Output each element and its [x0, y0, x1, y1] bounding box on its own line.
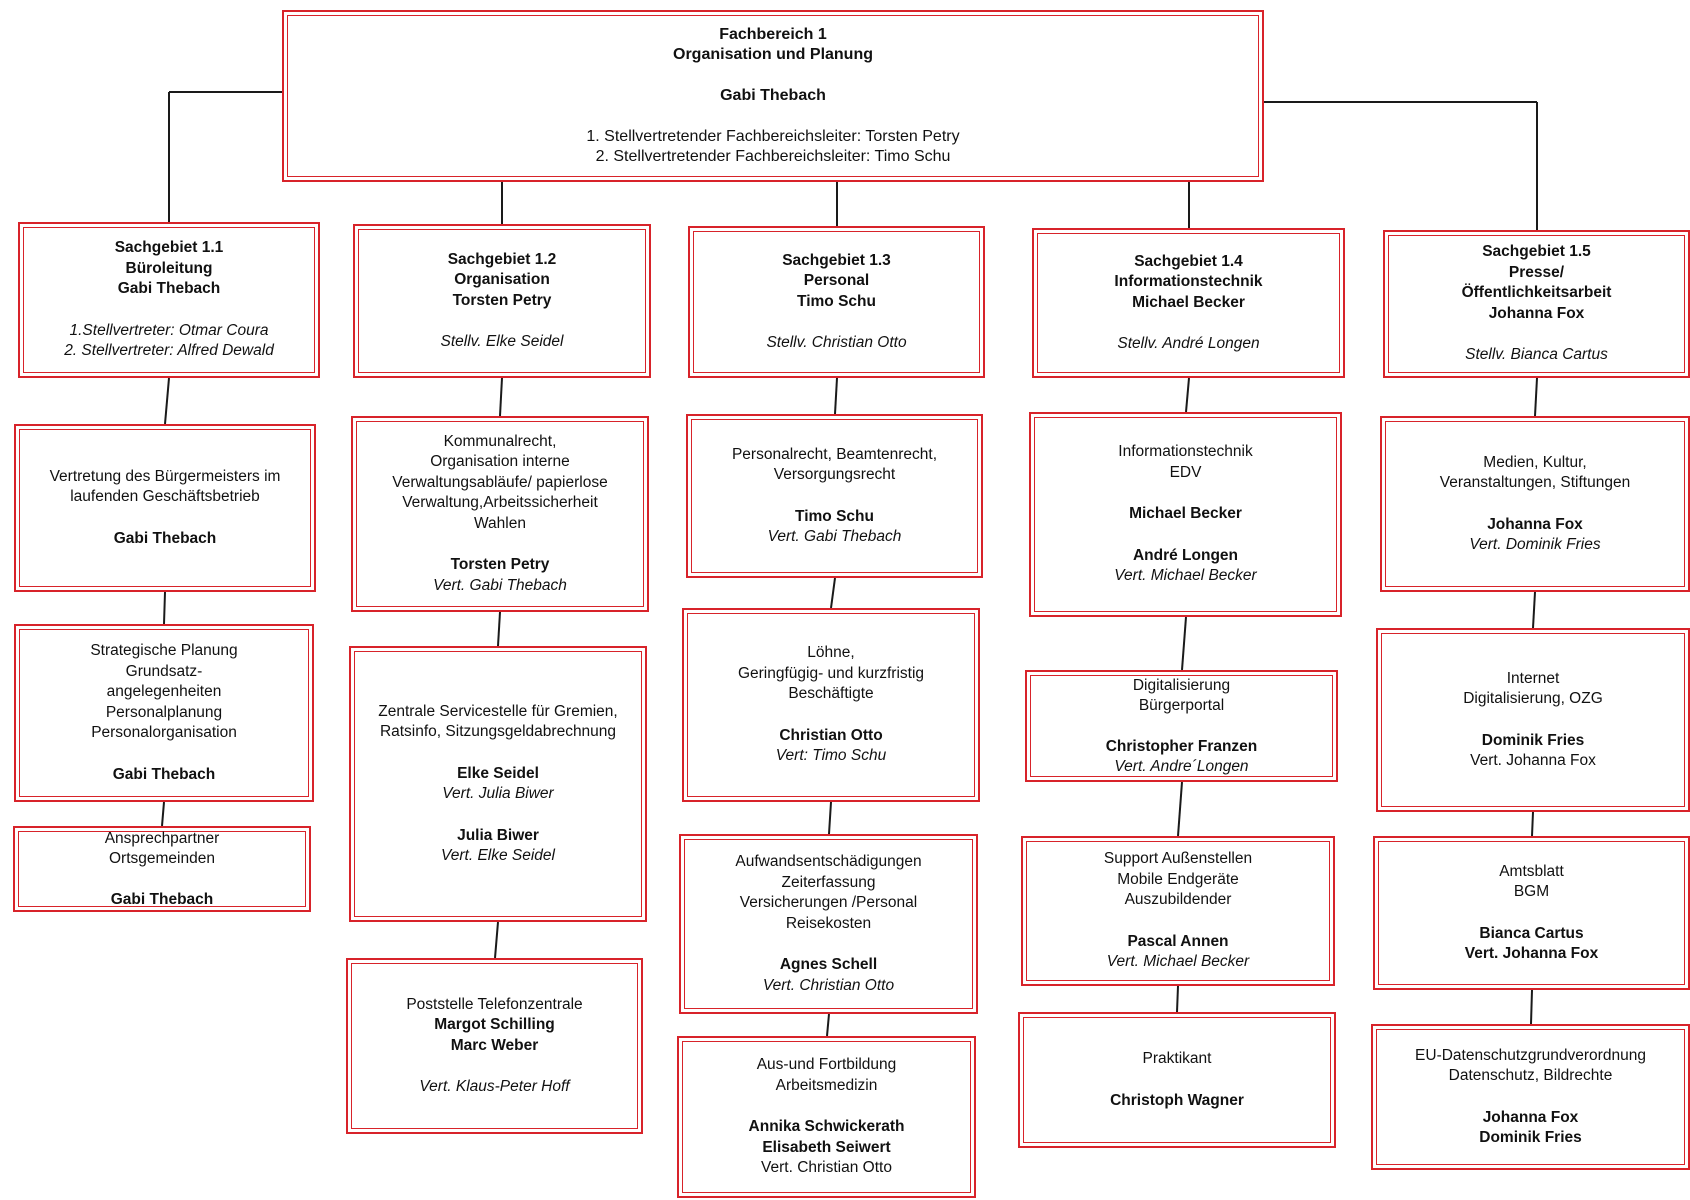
box-line: Organisation — [454, 271, 550, 288]
box-line: Elisabeth Seiwert — [762, 1138, 891, 1156]
box-line: Digitalisierung, OZG — [1463, 690, 1603, 707]
box-line: Öffentlichkeitsarbeit — [1461, 284, 1612, 302]
box-line: André Longen — [1132, 546, 1239, 564]
box-line: Gabi Thebach — [720, 87, 826, 104]
unit-box — [679, 834, 978, 1014]
unit-box — [1021, 836, 1335, 986]
box-line: Vert. Gabi Thebach — [767, 528, 902, 545]
box-line: Amtsblatt — [1499, 862, 1564, 880]
box-line: Internet — [1506, 669, 1560, 687]
box-line: Informationstechnik — [1114, 273, 1263, 290]
sachgebiet-header-box — [1032, 228, 1345, 378]
column-connector — [1532, 812, 1533, 836]
unit-box — [686, 414, 983, 578]
box-line: Stellv. Christian Otto — [766, 334, 907, 351]
column-connector — [1531, 990, 1532, 1024]
unit-box — [677, 1036, 976, 1198]
box-line: Christopher Franzen — [1105, 737, 1258, 755]
sachgebiet-header-box — [1383, 230, 1690, 378]
box-line: Poststelle Telefonzentrale — [406, 995, 583, 1013]
box-line: Geringfügig- und kurzfristig — [737, 664, 925, 682]
box-line: angelegenheiten — [106, 683, 222, 700]
box-line: laufenden Geschäftsbetrieb — [70, 488, 260, 506]
unit-box — [682, 608, 980, 802]
box-line: Aus-und Fortbildung — [756, 1056, 897, 1074]
box-line: EU-Datenschutzgrundverordnung — [1415, 1046, 1646, 1064]
box-line: Versorgungsrecht — [773, 466, 896, 483]
unit-box — [349, 646, 647, 922]
box-line: Ratsinfo, Sitzungsgeldabrechnung — [379, 723, 617, 740]
box-line: Dominik Fries — [1481, 731, 1585, 749]
box-line: Ansprechpartner — [104, 829, 220, 847]
box-line: Vert. Gabi Thebach — [433, 576, 567, 594]
box-line: Marc Weber — [450, 1036, 539, 1054]
box-line: Sachgebiet 1.2 — [447, 250, 557, 268]
column-connector — [162, 802, 164, 826]
box-line: Stellv. André Longen — [1117, 335, 1260, 352]
box-line: Annika Schwickerath — [748, 1118, 905, 1136]
box-line: Verwaltungsabläufe/ papierlose — [392, 473, 608, 491]
box-line: Pascal Annen — [1127, 932, 1229, 950]
box-line: Gabi Thebach — [112, 765, 216, 783]
box-line: Vert. Julia Biwer — [442, 785, 554, 802]
unit-box — [1376, 628, 1690, 812]
box-line: Personalrecht, Beamtenrecht, — [731, 445, 938, 463]
unit-box — [1029, 412, 1342, 617]
column-connector — [827, 1014, 829, 1036]
unit-box — [351, 416, 649, 612]
box-line: Michael Becker — [1132, 293, 1245, 311]
box-line: Johanna Fox — [1487, 515, 1583, 533]
box-line: Strategische Planung — [90, 642, 238, 659]
box-line: Kommunalrecht, — [443, 432, 557, 450]
column-connector — [495, 922, 498, 958]
box-line: 2. Stellvertreter: Alfred Dewald — [64, 342, 274, 360]
unit-box — [1373, 836, 1690, 990]
box-line: Zeiterfassung — [781, 873, 876, 891]
box-line: Vert. Klaus-Peter Hoff — [419, 1078, 570, 1095]
box-line: Mobile Endgeräte — [1117, 870, 1239, 888]
box-line: Organisation und Planung — [673, 46, 873, 63]
box-line: Elke Seidel — [457, 764, 539, 782]
box-line: BGM — [1513, 883, 1550, 900]
box-line: Wahlen — [474, 514, 526, 532]
box-line: Versicherungen /Personal — [739, 894, 918, 911]
unit-box — [1025, 670, 1338, 782]
column-connector — [164, 592, 165, 624]
box-line: Zentrale Servicestelle für Gremien, — [378, 702, 618, 720]
box-line: Christian Otto — [779, 726, 883, 744]
box-line: Bianca Cartus — [1479, 924, 1584, 942]
box-line: Johanna Fox — [1482, 1108, 1579, 1126]
unit-box — [1371, 1024, 1690, 1170]
box-line: Gabi Thebach — [117, 280, 221, 298]
box-line: Büroleitung — [125, 259, 213, 277]
box-line: Vert. Michael Becker — [1114, 567, 1257, 585]
box-line: Personal — [803, 272, 870, 289]
column-connector — [500, 378, 502, 416]
box-line: Vert. Johanna Fox — [1470, 752, 1596, 769]
box-line: Stellv. Bianca Cartus — [1465, 346, 1608, 364]
box-line: Fachbereich 1 — [719, 26, 827, 43]
unit-box — [14, 424, 316, 592]
box-line: Personalorganisation — [91, 724, 237, 741]
box-line: Reisekosten — [785, 914, 872, 932]
box-line: Stellv. Elke Seidel — [440, 333, 564, 350]
box-line: Sachgebiet 1.5 — [1482, 243, 1591, 261]
box-line: Digitalisierung — [1132, 676, 1231, 694]
column-connector — [831, 578, 835, 608]
box-line: Vert. Christian Otto — [761, 1159, 892, 1177]
column-connector — [165, 378, 169, 424]
box-line: Bürgerportal — [1138, 696, 1225, 714]
box-line: Sachgebiet 1.3 — [782, 251, 891, 269]
box-line: Praktikant — [1142, 1050, 1212, 1067]
column-connector — [1182, 617, 1186, 670]
box-line: Gabi Thebach — [113, 529, 217, 547]
box-line: Organisation interne — [430, 453, 570, 471]
box-line: Julia Biwer — [457, 826, 539, 844]
box-line: Datenschutz, Bildrechte — [1448, 1067, 1613, 1084]
top-box-fachbereich — [282, 10, 1264, 182]
box-line: Christoph Wagner — [1110, 1091, 1244, 1109]
box-line: Margot Schilling — [434, 1016, 555, 1033]
box-line: Personalplanung — [105, 703, 223, 721]
box-line: Gabi Thebach — [110, 890, 214, 908]
column-connector — [498, 612, 500, 646]
box-line: Dominik Fries — [1479, 1129, 1582, 1146]
box-line: Support Außenstellen — [1103, 850, 1253, 868]
column-connector — [1533, 592, 1535, 628]
box-line: EDV — [1169, 463, 1202, 481]
box-line: Johanna Fox — [1488, 304, 1585, 322]
box-line: Veranstaltungen, Stiftungen — [1439, 474, 1631, 491]
column-connector — [1535, 378, 1537, 416]
box-line: Michael Becker — [1129, 505, 1242, 523]
column-connector — [835, 378, 837, 414]
box-line: Sachgebiet 1.1 — [114, 239, 224, 257]
column-connector — [1186, 378, 1189, 412]
unit-box — [13, 826, 311, 912]
box-line: Informationstechnik — [1118, 443, 1253, 461]
box-line: 1.Stellvertreter: Otmar Coura — [69, 321, 269, 339]
box-line: Beschäftigte — [788, 685, 874, 703]
column-connector — [1177, 986, 1178, 1012]
box-line: Arbeitsmedizin — [775, 1076, 878, 1094]
box-line: Aufwandsentschädigungen — [735, 853, 922, 870]
sachgebiet-header-box — [18, 222, 320, 378]
box-line: Ortsgemeinden — [109, 849, 215, 867]
column-connector — [1178, 782, 1182, 836]
box-line: Vert. Johanna Fox — [1464, 945, 1599, 962]
box-line: Vert. Michael Becker — [1106, 953, 1250, 971]
unit-box — [346, 958, 643, 1134]
box-line: Medien, Kultur, — [1483, 453, 1587, 471]
box-line: Grundsatz- — [125, 662, 203, 680]
box-line: Verwaltung,Arbeitssicherheit — [402, 494, 598, 512]
box-line: Presse/ — [1508, 263, 1565, 281]
sachgebiet-header-box — [353, 224, 651, 378]
box-line: Vert. Andre´Longen — [1114, 757, 1249, 775]
unit-box — [1018, 1012, 1336, 1148]
column-connector — [829, 802, 831, 834]
box-line: Vert. Elke Seidel — [440, 847, 555, 864]
box-line: Vert: Timo Schu — [775, 747, 887, 765]
box-line: Vertretung des Bürgermeisters im — [49, 467, 281, 485]
box-line: Torsten Petry — [452, 291, 552, 309]
box-line: Vert. Christian Otto — [762, 976, 895, 994]
box-line: Vert. Dominik Fries — [1469, 536, 1601, 553]
unit-box — [1380, 416, 1690, 592]
box-line: 2. Stellvertretender Fachbereichsleiter: Timo Schu — [595, 148, 951, 165]
sachgebiet-header-box — [688, 226, 985, 378]
box-line: Sachgebiet 1.4 — [1134, 252, 1243, 270]
box-line: Agnes Schell — [779, 956, 878, 973]
box-line: 1. Stellvertretender Fachbereichsleiter: Torsten Petry — [586, 128, 960, 145]
box-line: Timo Schu — [795, 507, 874, 525]
box-line: Torsten Petry — [450, 556, 550, 574]
box-line: Timo Schu — [797, 292, 876, 310]
box-line: Auszubildender — [1124, 891, 1232, 909]
box-line: Löhne, — [807, 644, 855, 662]
unit-box — [14, 624, 314, 802]
